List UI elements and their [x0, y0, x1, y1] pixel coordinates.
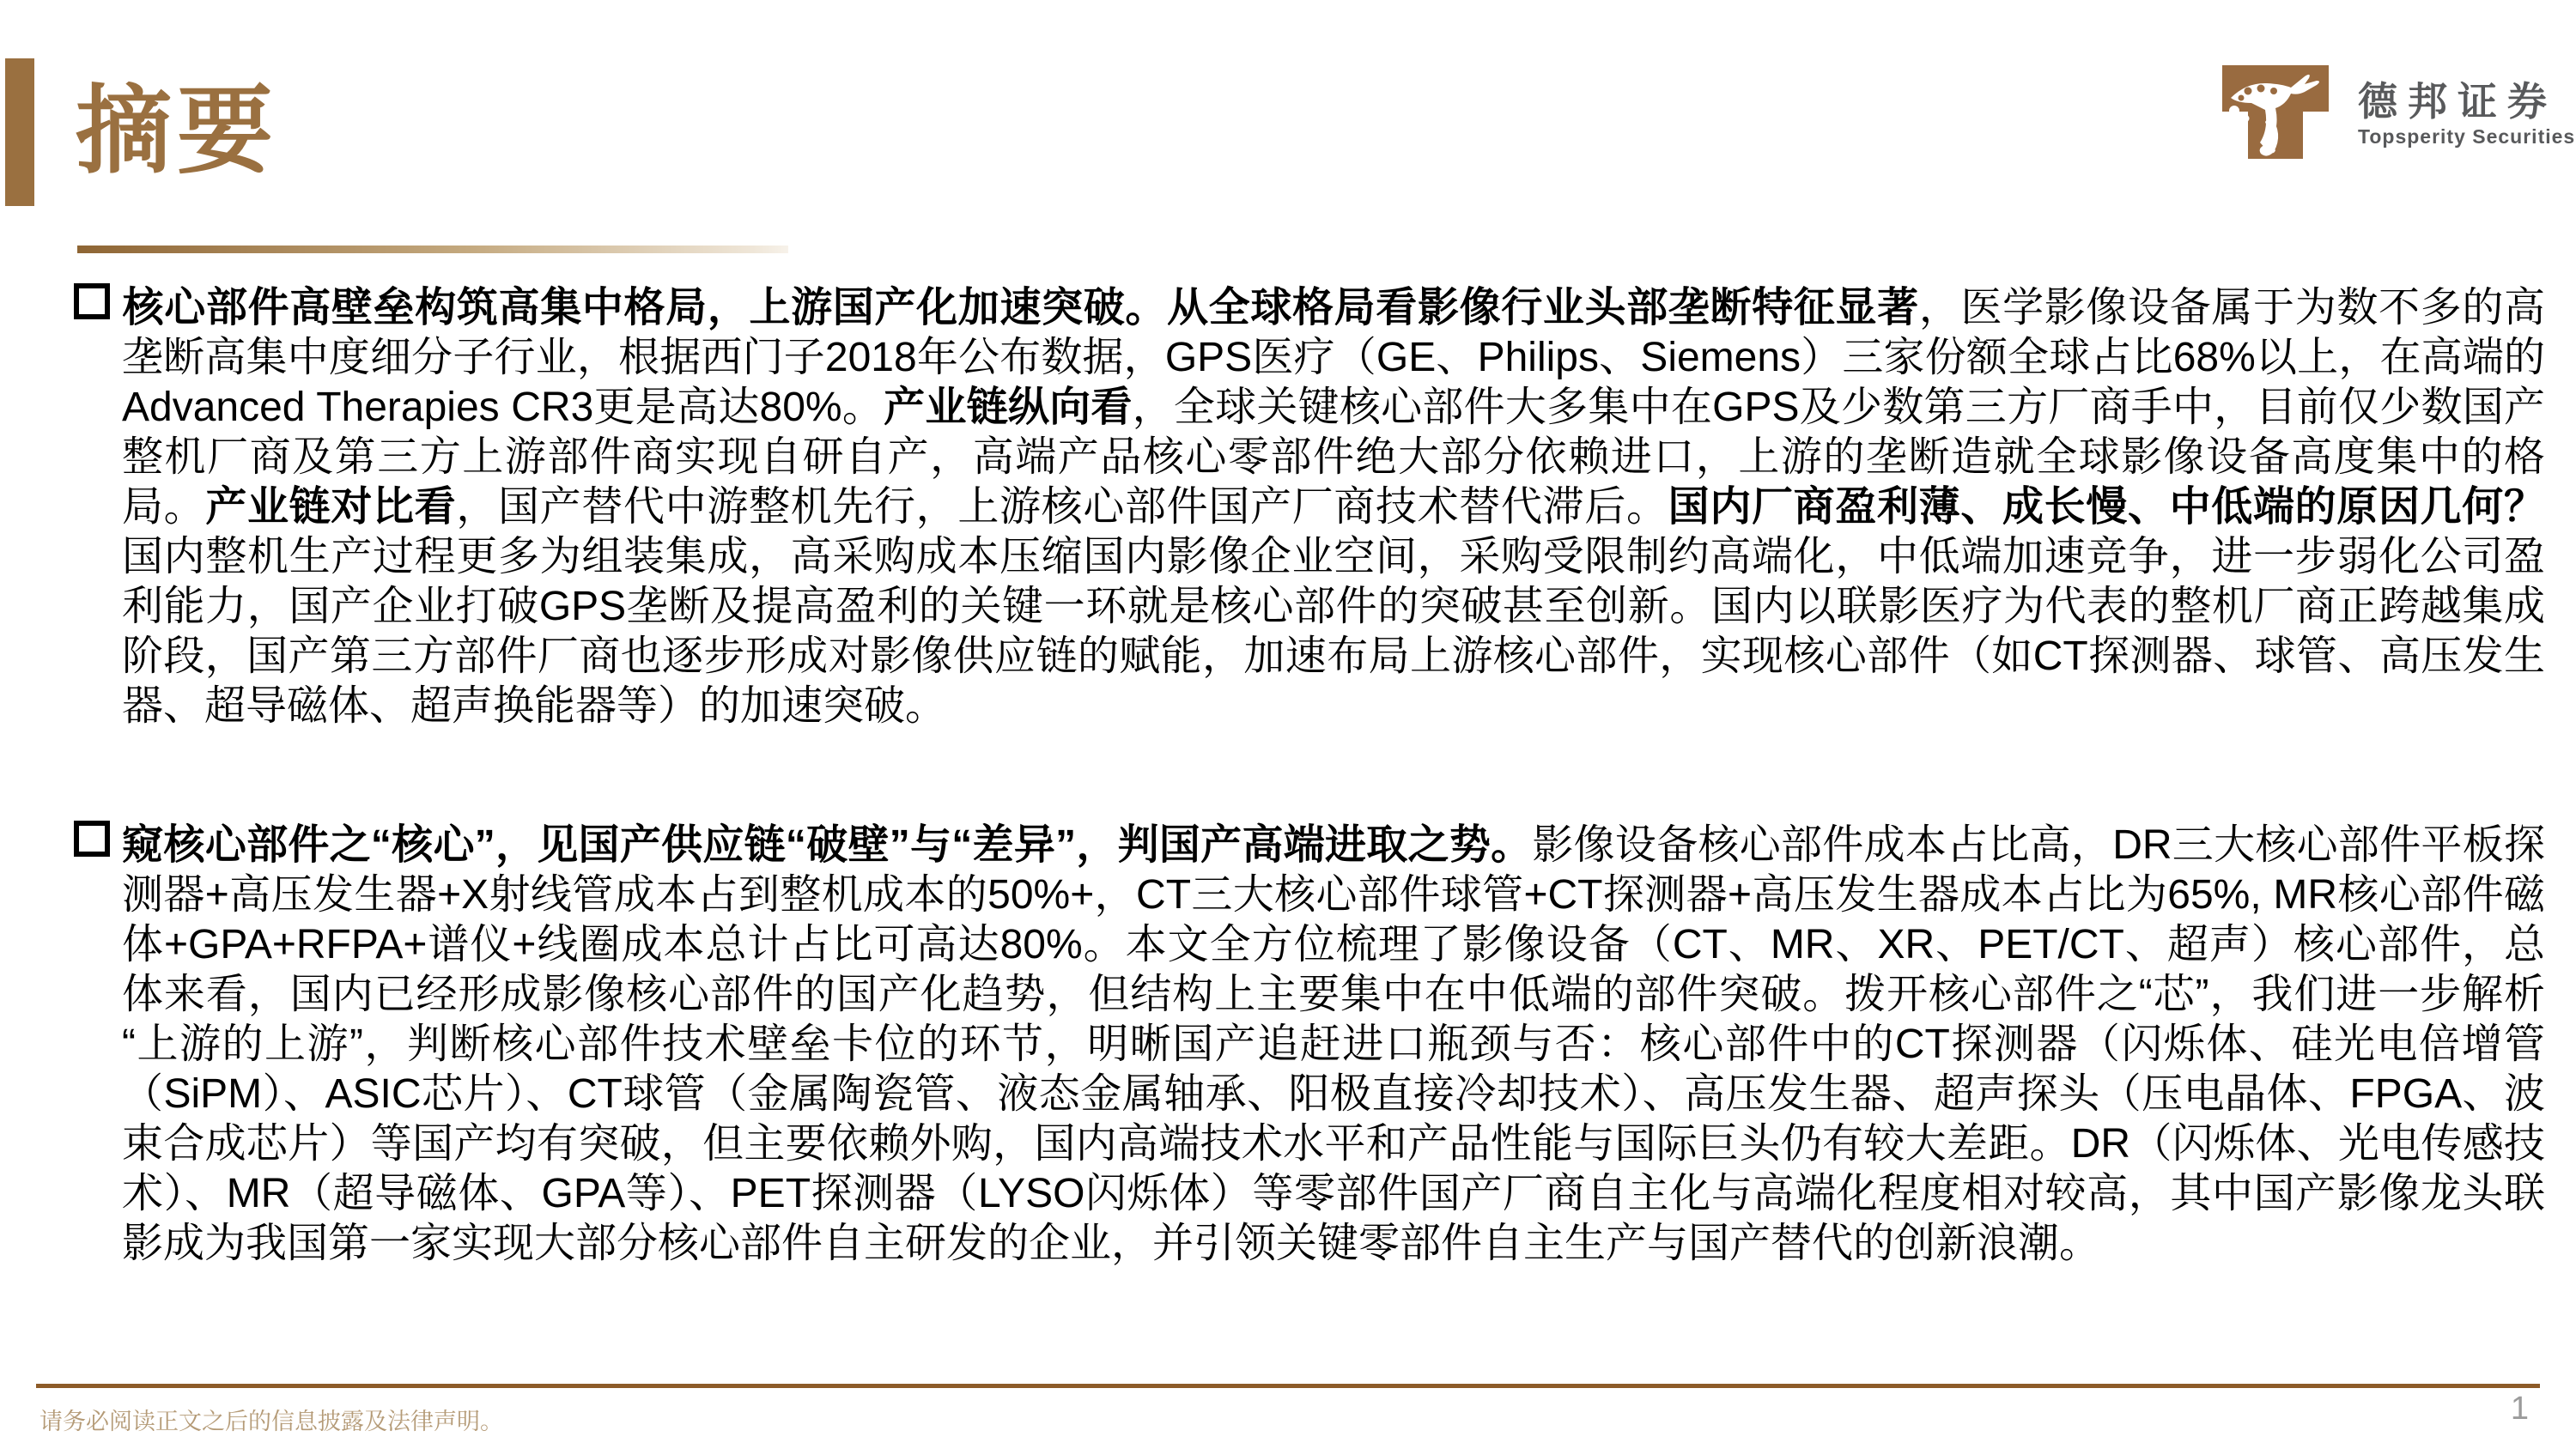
square-bullet-icon: [74, 283, 110, 319]
square-bullet-icon: [74, 821, 110, 857]
summary-bullet-2: [74, 821, 2545, 1269]
title-accent-bar: [5, 58, 34, 206]
bullet-1-text: [74, 283, 2545, 731]
leopard-logo-icon: [2222, 65, 2329, 159]
bullet-1-runs: 核心部件高壁垒构筑高集中格局，上游国产化加速突破。从全球格局看影像行业头部垄断特征显著，医学影像设备属于为数不多的高垄断高集中度细分子行业，根据西门子2018年公布数据，GPS医疗（GE、Philips、Siemens）三家份额全球占比68%以上，在高端的Advanced Therapies CR3更是高达80%。产业链纵向看，全球关键核心部件大多集中在GPS及少数第三方厂商手中，目前仅少数国产整机厂商及第三方上游部件商实现自研自产，高端产品核心零部件绝大部分依赖进口，上游的垄断造就全球影像设备高度集中的格局。产业链对比看，国产替代中游整机先行，上游核心部件国产厂商技术替代滞后。国内厂商盈利薄、成长慢、中低端的原因几何？国内整机生产过程更多为组装集成，高采购成本压缩国内影像企业空间，采购受限制约高端化，中低端加速竞争，进一步弱化公司盈利能力，国产企业打破GPS垄断及提高盈利的关键一环就是核心部件的突破甚至创新。国内以联影医疗为代表的整机厂商正跨越集成阶段，国产第三方部件厂商也逐步形成对影像供应链的赋能，加速布局上游核心部件，实现核心部件（如CT探测器、球管、高压发生器、超导磁体、超声换能器等）的加速突破。: [122, 285, 2545, 729]
logo-company-name-cn: 德邦证券: [2358, 79, 2557, 124]
company-logo: [2222, 65, 2575, 159]
title-underline: [77, 246, 788, 253]
footer-divider: [36, 1384, 2540, 1388]
page-number: 1: [2510, 1391, 2529, 1427]
summary-bullet-1: [74, 283, 2545, 731]
page-title: 摘要: [76, 77, 278, 185]
bullet-2-runs: 窥核心部件之“核心”，见国产供应链“破壁”与“差异”，判国产高端进取之势。影像设备核心部件成本占比高，DR三大核心部件平板探测器+高压发生器+X射线管成本占到整机成本的50%+，CT三大核心部件球管+CT探测器+高压发生器成本占比为65%, MR核心部件磁体+GPA+RFPA+谱仪+线圈成本总计占比可高达80%。本文全方位梳理了影像设备（CT、MR、XR、PET/CT、超声）核心部件，总体来看，国内已经形成影像核心部件的国产化趋势，但结构上主要集中在中低端的部件突破。拨开核心部件之“芯”，我们进一步解析 “上游的上游”，判断核心部件技术壁垒卡位的环节，明晰国产追赶进口瓶颈与否：核心部件中的CT探测器（闪烁体、硅光电倍增管（SiPM）、ASIC芯片）、CT球管（金属陶瓷管、液态金属轴承、阳极直接冷却技术）、高压发生器、超声探头（压电晶体、FPGA、波束合成芯片）等国产均有突破，但主要依赖外购，国内高端技术水平和产品性能与国际巨头仍有较大差距。DR（闪烁体、光电传感技术）、MR（超导磁体、GPA等）、PET探测器（LYSO闪烁体）等零部件国产厂商自主化与高端化程度相对较高，其中国产影像龙头联影成为我国第一家实现大部分核心部件自主研发的企业，并引领关键零部件自主生产与国产替代的创新浪潮。: [122, 822, 2545, 1266]
bullet-2-text: [74, 821, 2545, 1269]
logo-text: [2358, 65, 2575, 149]
disclaimer-text: 请务必阅读正文之后的信息披露及法律声明。: [39, 1409, 503, 1434]
logo-company-name-en: Topsperity Securities: [2358, 125, 2576, 148]
